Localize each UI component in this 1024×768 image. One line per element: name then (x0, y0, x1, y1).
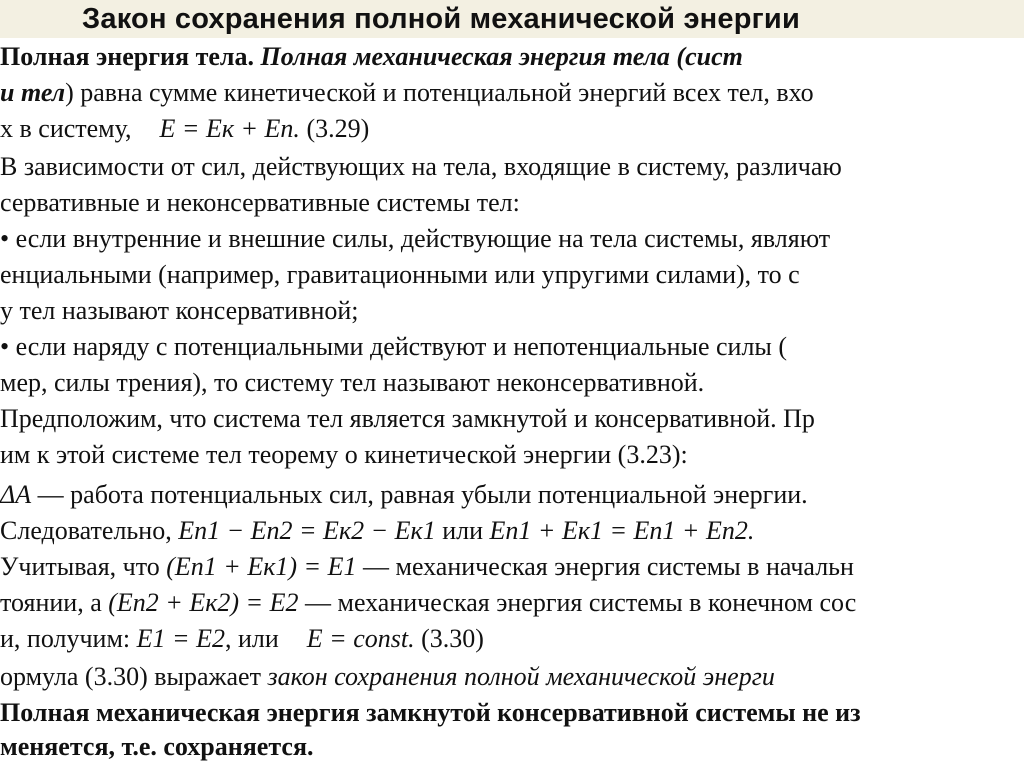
conclusion-line-1 (0, 696, 1024, 730)
body-text: — работа потенциальных сил, равная убыли потенциальной энергии. (31, 480, 808, 509)
law-name: закон сохранения полной механической энерги (267, 662, 775, 691)
conclusion-line-2 (0, 730, 1024, 764)
definition-emphasis: и тел (0, 78, 66, 107)
body-text: мер, силы трения), то систему тел называют неконсервативной. (0, 368, 705, 397)
text-line-8 (0, 294, 1024, 328)
body-text: • если внутренние и внешние силы, действующие на тела системы, являют (0, 224, 831, 253)
body-text: сервативные и неконсервативные системы тел: (0, 188, 520, 217)
bullet-item-1 (0, 222, 1024, 256)
body-text: ормула (3.30) выражает (0, 662, 268, 691)
text-line-18 (0, 660, 1024, 694)
text-line-1 (0, 40, 1024, 74)
conclusion-text: меняется, т.е. сохраняется. (0, 732, 314, 761)
equation-number: (3.29) (306, 114, 370, 143)
body-text: у тел называют консервативной; (0, 296, 359, 325)
formula: Eп1 + Eк1 = Eп1 + Eп2. (489, 516, 755, 545)
text-line-11 (0, 402, 1024, 436)
body-text: или (435, 516, 490, 545)
formula: E = const. (306, 624, 415, 653)
term-heading: Полная энергия тела. (0, 42, 261, 71)
text-line-10 (0, 366, 1024, 400)
text-line-14 (0, 514, 1024, 548)
body-text: Следовательно, (0, 516, 179, 545)
equation-number: (3.30) (421, 624, 484, 653)
body-text: тоянии, а (0, 588, 109, 617)
text-line-4 (0, 150, 1024, 184)
body-text: ) равна сумме кинетической и потенциальной энергий всех тел, вхо (65, 78, 814, 107)
formula: (Eп2 + Eк2) = E2 (108, 588, 299, 617)
text-line-17 (0, 622, 1024, 656)
formula: E = Eк + Eп. (159, 114, 300, 143)
title-bar (0, 0, 1024, 38)
body-text: Предположим, что система тел является замкнутой и консервативной. Пр (0, 404, 815, 433)
formula: ΔA (0, 480, 32, 509)
body-text: х в систему, (0, 114, 132, 143)
body-text: и, получим: (0, 624, 137, 653)
body-text: енциальными (например, гравитационными или упругими силами), то с (0, 260, 800, 289)
page-title: Закон сохранения полной механической энергии (82, 3, 800, 35)
body-text: , или (224, 624, 279, 653)
text-line-15 (0, 550, 1024, 584)
text-line-2 (0, 76, 1024, 110)
formula: Eп1 − Eп2 = Eк2 − Eк1 (178, 516, 436, 545)
body-text: — механическая энергия системы в конечном сос (298, 588, 857, 617)
text-line-13 (0, 478, 1024, 512)
text-line-16 (0, 586, 1024, 620)
conclusion-text: Полная механическая энергия замкнутой консервативной системы не из (0, 698, 861, 727)
bullet-item-2 (0, 330, 1024, 364)
text-line-5 (0, 186, 1024, 220)
body-text: Учитывая, что (0, 552, 167, 581)
body-text: им к этой системе тел теорему о кинетической энергии (3.23): (0, 440, 688, 469)
formula: (Eп1 + Eк1) = E1 (166, 552, 357, 581)
text-line-7 (0, 258, 1024, 292)
definition-emphasis: Полная механическая энергия тела (сист (260, 42, 743, 71)
body-text: — механическая энергия системы в начальн (356, 552, 854, 581)
text-line-12 (0, 438, 1024, 472)
body-text: • если наряду с потенциальными действуют и непотенциальные силы ( (0, 332, 788, 361)
body-text: В зависимости от сил, действующих на тела, входящие в систему, различаю (0, 152, 842, 181)
text-line-3 (0, 112, 1024, 146)
formula: E1 = E2 (136, 624, 225, 653)
